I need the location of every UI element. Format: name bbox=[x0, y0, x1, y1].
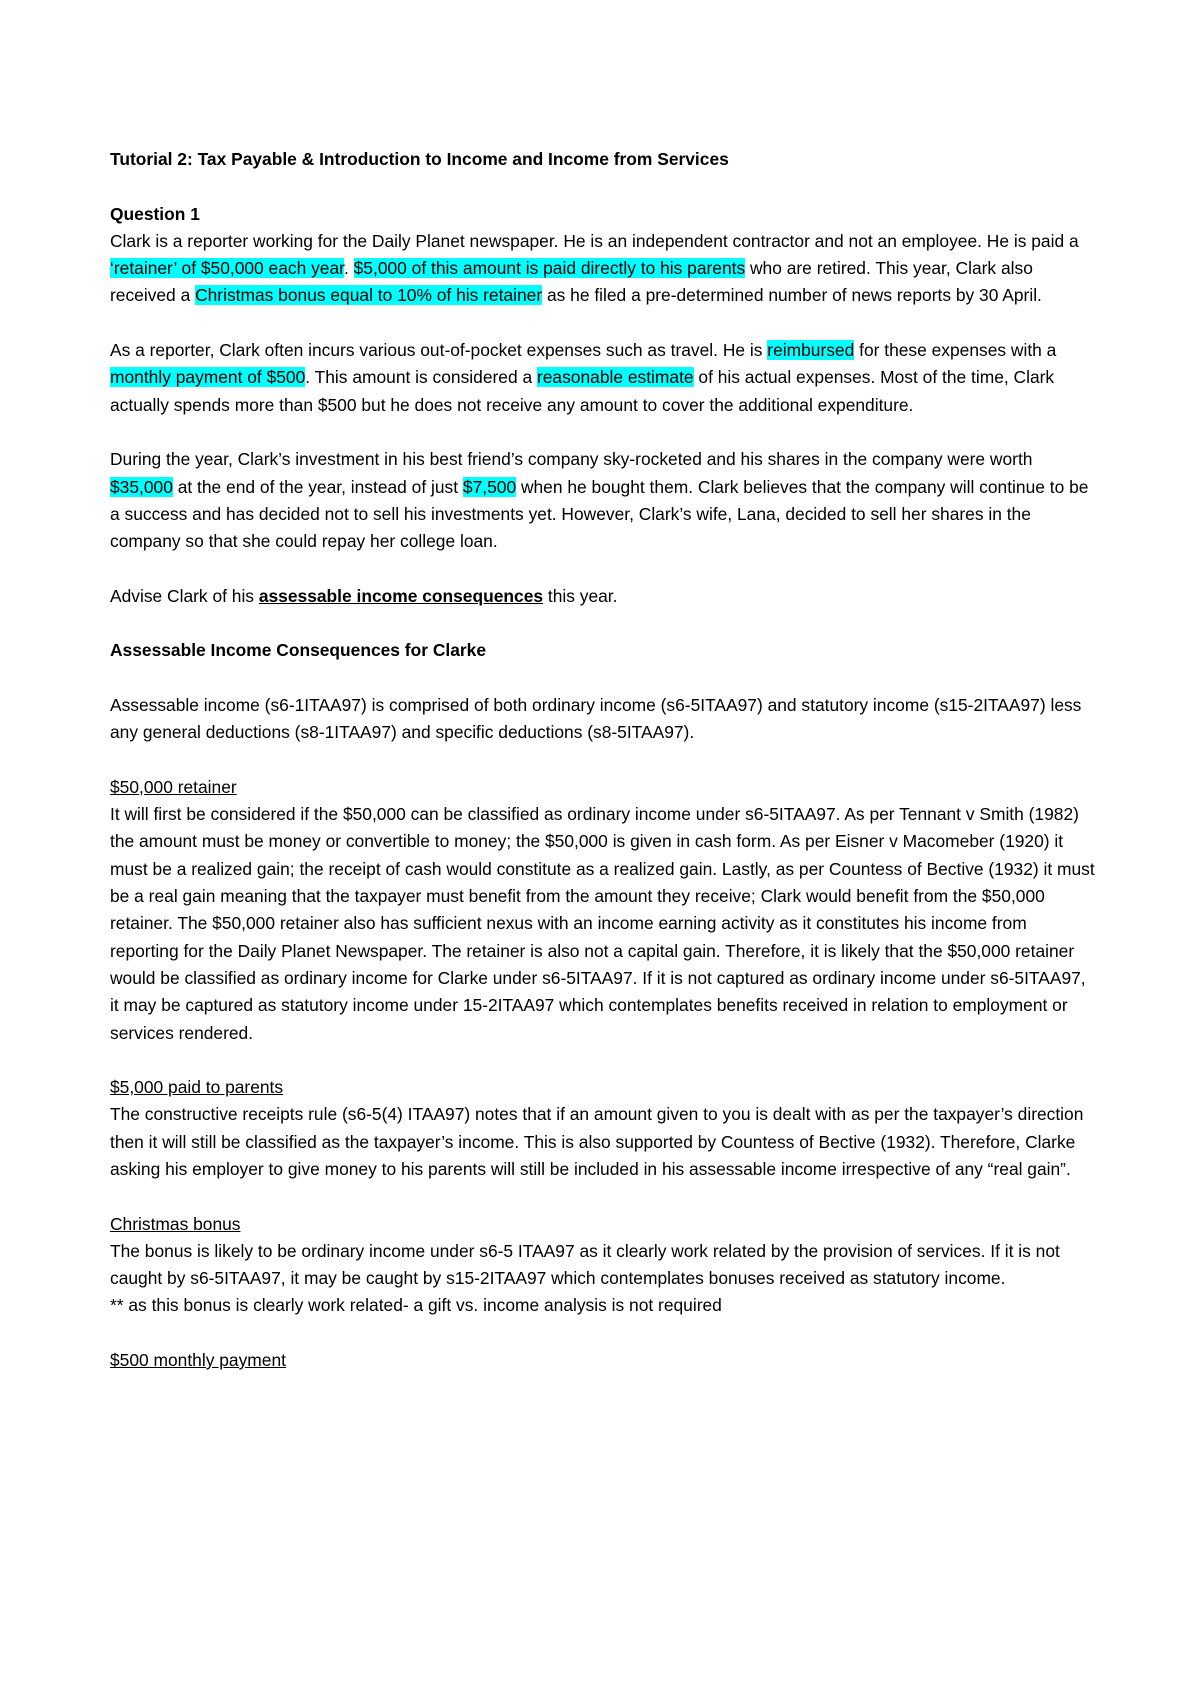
q1-highlight-bonus: Christmas bonus equal to 10% of his retainer bbox=[195, 285, 543, 306]
q1-text-4: as he filed a pre-determined number of news reports by 30 April. bbox=[542, 285, 1042, 306]
question-paragraph-1 bbox=[110, 201, 1095, 310]
q2-text-3: . This amount is considered a bbox=[305, 367, 537, 388]
section-heading: Christmas bonus bbox=[110, 1213, 241, 1234]
section-heading: $500 monthly payment bbox=[110, 1350, 286, 1371]
q1-highlight-retainer: ‘retainer’ of $50,000 each year bbox=[110, 258, 344, 279]
q3-text-1: During the year, Clark’s investment in his best friend’s company sky-rocketed and his shares in the company were worth bbox=[110, 449, 1033, 470]
section-monthly-payment bbox=[110, 1347, 1095, 1374]
section-parents bbox=[110, 1074, 1095, 1183]
q3-highlight-35000: $35,000 bbox=[110, 476, 173, 497]
section-heading: $5,000 paid to parents bbox=[110, 1077, 284, 1098]
q2-text-2: for these expenses with a bbox=[854, 340, 1057, 361]
q3-text-2: at the end of the year, instead of just bbox=[172, 476, 463, 497]
question-paragraph-2 bbox=[110, 337, 1095, 419]
q2-highlight-estimate: reasonable estimate bbox=[536, 367, 694, 388]
document-body bbox=[110, 146, 1095, 1374]
section-heading: $50,000 retainer bbox=[110, 776, 237, 797]
q1-text-3: who are retired. This year, Clark also received a bbox=[110, 258, 1033, 306]
q2-text-1: As a reporter, Clark often incurs various out-of-pocket expenses such as travel. He is bbox=[110, 340, 768, 361]
question-paragraph-3 bbox=[110, 446, 1095, 555]
q2-highlight-monthly: monthly payment of $500 bbox=[110, 367, 306, 388]
q1-text-2: . bbox=[343, 258, 354, 279]
section-christmas-bonus bbox=[110, 1211, 1095, 1320]
q1-text-1: Clark is a reporter working for the Daily Planet newspaper. He is an independent contractor and not an employee. He is paid a bbox=[110, 230, 1079, 251]
q4-underlined-phrase: assessable income consequences bbox=[258, 585, 544, 606]
section-retainer bbox=[110, 774, 1095, 1047]
q3-text-3: when he bought them. Clark believes that the company will continue to be a success and has decided not to sell his investments yet. However, Clark’s wife, Lana, decided to sell her shares in the company so that she could repay her college loan. bbox=[110, 476, 1089, 552]
q2-highlight-reimbursed: reimbursed bbox=[767, 340, 855, 361]
q2-text-4: of his actual expenses. Most of the time, Clark actually spends more than $500 but he does not receive any amount to cover the additional expenditure. bbox=[110, 367, 1055, 415]
document-title: Tutorial 2: Tax Payable & Introduction to Income and Income from Services bbox=[110, 149, 729, 169]
answer-intro: Assessable income (s6-1ITAA97) is comprised of both ordinary income (s6-5ITAA97) and statutory income (s15-2ITAA97) less any general deductions (s8-1ITAA97) and specific deductions (s8-5ITAA97). bbox=[110, 694, 1082, 743]
section-body: It will first be considered if the $50,000 can be classified as ordinary income under s6-5ITAA97. As per Tennant v Smith (1982) the amount must be money or convertible to money; the $50,000 is given in cash form. As per Eisner v Macomeber (1920) it must be a realized gain; the receipt of cash would constitute as a realized gain. Lastly, as per Countess of Bective (1932) it must be a real gain meaning that the taxpayer must benefit from the amount they receive; Clark would benefit from the $50,000 retainer. The $50,000 retainer also has sufficient nexus with an income earning activity as it constitutes his income from reporting for the Daily Planet Newspaper. The retainer is also not a capital gain. Therefore, it is likely that the $50,000 retainer would be classified as ordinary income for Clarke under s6-5ITAA97. If it is not captured as ordinary income under s6-5ITAA97, it may be captured as statutory income under 15-2ITAA97 which contemplates benefits received in relation to employment or services rendered. bbox=[110, 804, 1095, 1043]
q4-text-1: Advise Clark of his bbox=[110, 585, 259, 606]
answer-heading: Assessable Income Consequences for Clarke bbox=[110, 640, 486, 661]
question-heading: Question 1 bbox=[110, 203, 200, 224]
question-paragraph-4 bbox=[110, 583, 1095, 610]
q4-text-2: this year. bbox=[543, 585, 618, 606]
section-note: ** as this bonus is clearly work related- a gift vs. income analysis is not required bbox=[110, 1295, 722, 1316]
section-body: The constructive receipts rule (s6-5(4) ITAA97) notes that if an amount given to you is dealt with as per the taxpayer’s direction then it will still be classified as the taxpayer’s income. This is also supported by Countess of Bective (1932). Therefore, Clarke asking his employer to give money to his parents will still be included in his assessable income irrespective of any “real gain”. bbox=[110, 1104, 1084, 1179]
section-body: The bonus is likely to be ordinary income under s6-5 ITAA97 as it clearly work related by the provision of services. If it is not caught by s6-5ITAA97, it may be caught by s15-2ITAA97 which contemplates bonuses received as statutory income. bbox=[110, 1240, 1060, 1289]
q3-highlight-7500: $7,500 bbox=[462, 476, 517, 497]
q1-highlight-parents: $5,000 of this amount is paid directly to his parents bbox=[353, 258, 746, 279]
